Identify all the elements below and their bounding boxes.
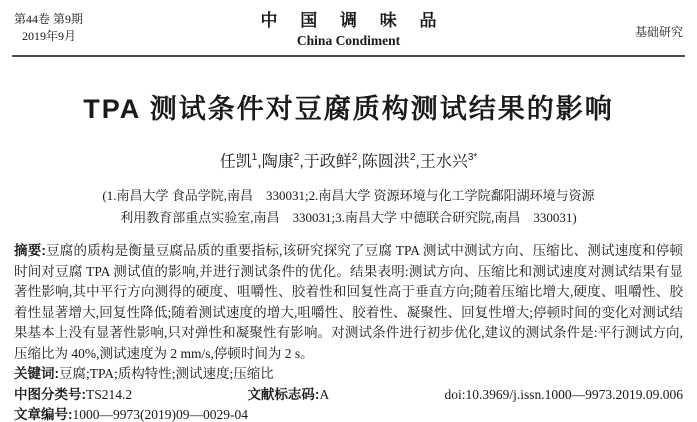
keywords-text: 豆腐;TPA;质构特性;测试速度;压缩比 <box>59 366 274 382</box>
abstract <box>14 241 683 364</box>
classification-row <box>14 385 683 406</box>
author-name: 王水兴 <box>419 153 468 171</box>
doc-code-item <box>247 385 329 406</box>
article-number-label: 文章编号: <box>14 407 73 422</box>
article-number-value: 1000—9973(2019)09—0029-04 <box>72 407 248 422</box>
affiliations <box>0 185 697 229</box>
author-affiliation-marker: 3* <box>467 152 478 163</box>
doc-code-value: A <box>319 386 330 402</box>
volume-issue: 第44卷 第9期 <box>14 12 84 26</box>
author-affiliation-marker: 2 <box>293 152 300 163</box>
doi: doi:10.3969/j.issn.1000—9973.2019.09.006 <box>444 386 683 402</box>
journal-title-cn: 中 国 调 味 品 <box>260 11 446 30</box>
author-name: 陶康 <box>261 153 294 171</box>
column-label: 基础研究 <box>634 25 683 39</box>
author-affiliation-marker: 2 <box>409 152 416 163</box>
header-divider <box>12 55 685 57</box>
author-name: 陈圆洪 <box>361 153 410 171</box>
author-affiliation-marker: 1 <box>251 152 258 163</box>
journal-title-block <box>164 11 533 50</box>
affiliation-line-1: (1.南昌大学 食品学院,南昌 330031;2.南昌大学 资源环境与化工学院鄱阳湖环境与资源 <box>102 188 595 204</box>
doc-code-label: 文献标志码: <box>247 386 320 402</box>
authors-line: 任凯$^1$,陶康$^2$,于政鲜$^2$,陈圆洪$^2$,王水兴$^{3*}$ <box>219 152 478 171</box>
article-meta <box>14 241 683 422</box>
clc-label: 中图分类号: <box>14 386 86 402</box>
author-name: 任凯 <box>219 153 252 171</box>
keywords <box>14 364 683 385</box>
article-number <box>14 405 683 422</box>
issue-info <box>14 11 164 45</box>
clc-item <box>14 385 132 406</box>
abstract-text: 豆腐的质构是衡量豆腐品质的重要指标,该研究探究了豆腐 TPA 测试中测试方向、压缩比、测试速度和停顿时间对豆腐 TPA 测试值的影响,并进行测试条件的优化。结果表明:测试方向、压缩比和测试速度对测试结果有显著性影响,其中平行方向测得的硬度、咀嚼性、胶着性和回复性高于垂直方向;随着压缩比增大,硬度、咀嚼性、胶着性显著增大,回复性降低;随着测试速度的增大,咀嚼性、胶着性、凝聚性、回复性增大;停顿时间的变化对测试结果基本上没有显著性影响,只对弹性和凝聚性有影响。对测试条件进行初步优化,建议的测试条件是:平行测试方向,压缩比为 40%,测试速度为 2 mm/s,停顿时间为 2 s。 <box>14 243 683 361</box>
abstract-label: 摘要: <box>14 243 46 259</box>
clc-value: TS214.2 <box>86 386 133 402</box>
journal-title-en: China Condiment <box>296 33 401 48</box>
article-title: TPA 测试条件对豆腐质构测试结果的影响 <box>83 94 614 124</box>
keywords-label: 关键词: <box>14 366 59 382</box>
journal-header <box>0 0 697 50</box>
author-name: 于政鲜 <box>303 153 352 171</box>
affiliation-line-2: 利用教育部重点实验室,南昌 330031;3.南昌大学 中德联合研究院,南昌 330031) <box>120 210 577 226</box>
issue-date: 2019年9月 <box>22 29 77 43</box>
author-affiliation-marker: 2 <box>351 152 358 163</box>
